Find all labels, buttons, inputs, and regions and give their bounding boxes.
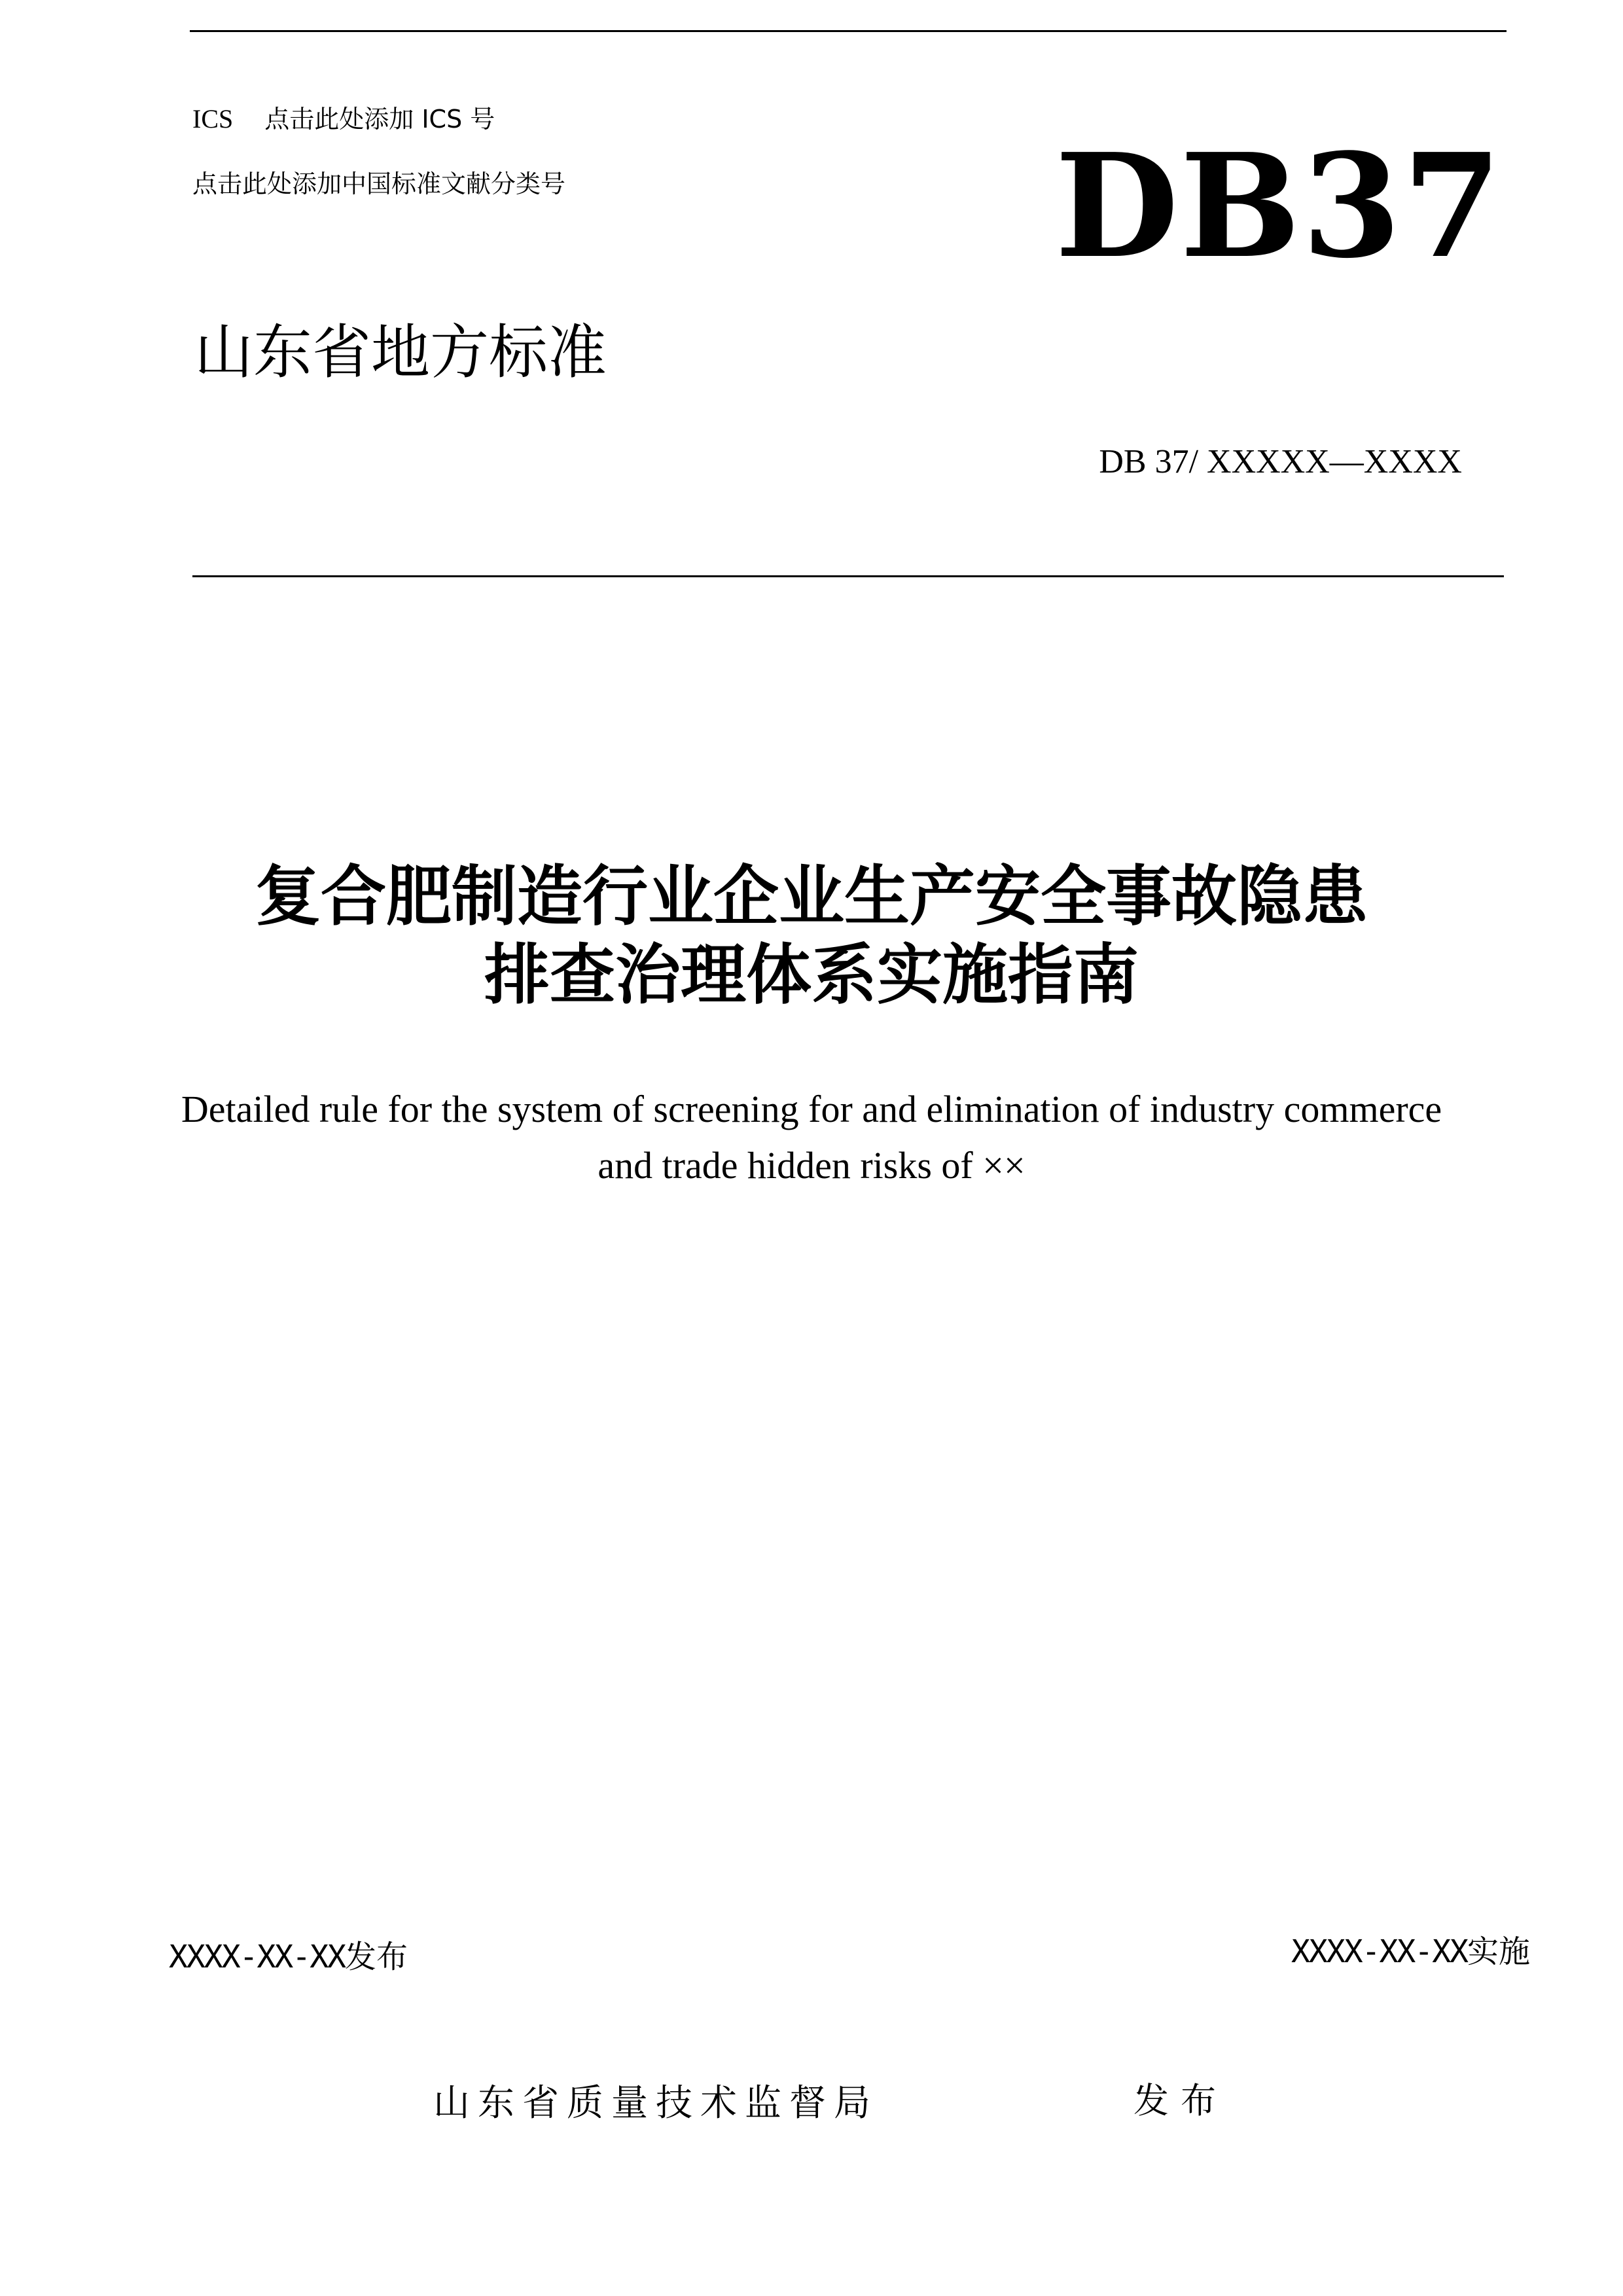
issue-label: 发布 (344, 1939, 408, 1975)
title-en-line-2: and trade hidden risks of ×× (597, 1144, 1026, 1187)
issue-date-line (169, 1936, 408, 1978)
title-cn-line-1: 复合肥制造行业企业生产安全事故隐患 (255, 858, 1368, 935)
ccs-placeholder-field[interactable]: 点击此处添加中国标准文献分类号 (192, 170, 566, 198)
standard-number: DB 37/ XXXXX—XXXX (1099, 443, 1462, 480)
title-cn-line-2: 排查治理体系实施指南 (484, 937, 1139, 1013)
implement-date[interactable]: XXXX-XX-XX (1291, 1933, 1467, 1970)
document-title-cn (0, 857, 1623, 1014)
issuing-authority: 山东省质量技术监督局 (433, 2082, 878, 2125)
header-divider (192, 575, 1504, 577)
ics-placeholder-field[interactable]: 点击此处添加 ICS 号 (264, 105, 495, 134)
ics-line (192, 103, 495, 135)
top-divider (190, 30, 1507, 32)
issue-date[interactable]: XXXX-XX-XX (169, 1939, 345, 1975)
document-title-en (0, 1081, 1623, 1194)
db37-logo: DB37 (1055, 122, 1503, 290)
implement-label: 实施 (1467, 1933, 1530, 1970)
publish-label: 发布 (1133, 2080, 1228, 2121)
title-en-line-1: Detailed rule for the system of screening for and elimination of industry commerce (181, 1088, 1442, 1130)
standard-type-heading: 山东省地方标准 (194, 318, 607, 387)
implement-date-line (1291, 1931, 1530, 1973)
ics-label: ICS (192, 104, 234, 134)
